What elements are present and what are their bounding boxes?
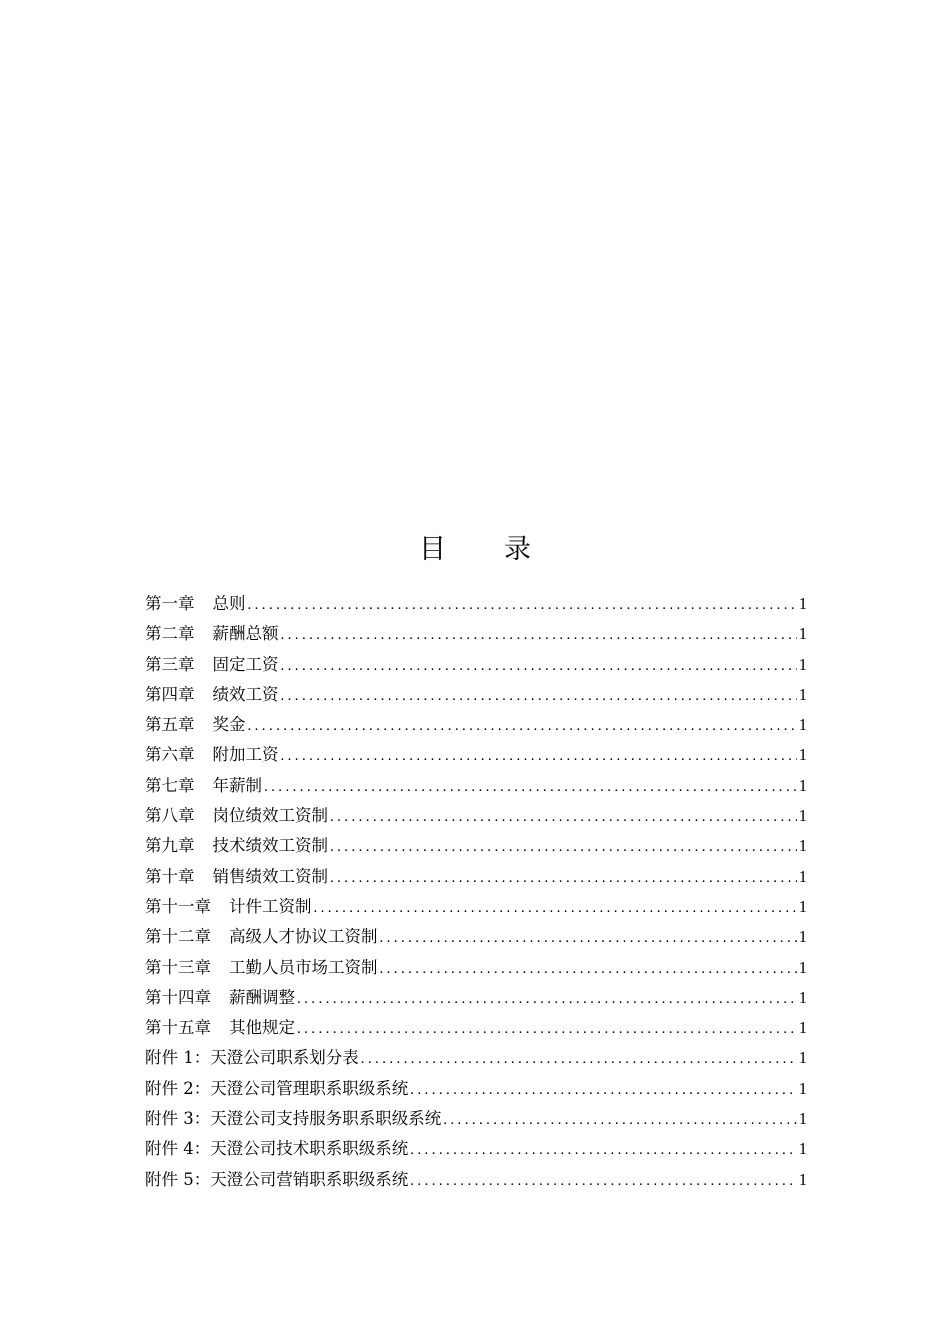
toc-chapter: 第八章 [145, 806, 195, 826]
toc-item-8[interactable] [145, 801, 807, 831]
toc-chapter: 第三章 [145, 654, 195, 674]
toc-page-number: 1 [798, 1018, 807, 1038]
toc-leader-dots [264, 772, 797, 802]
toc-leader-dots [330, 863, 797, 893]
toc-chapter: 附件 4： [145, 1139, 211, 1159]
toc-item-10[interactable] [145, 862, 807, 892]
toc-item-4[interactable] [145, 680, 807, 710]
toc-leader-dots [281, 651, 797, 681]
toc-item-7[interactable] [145, 771, 807, 801]
toc-leader-dots [297, 984, 797, 1014]
toc-chapter: 第一章 [145, 594, 195, 613]
toc-chapter: 附件 2： [145, 1078, 211, 1098]
toc-page-number: 1 [798, 836, 807, 856]
toc-entry-title: 总则 [212, 594, 246, 613]
toc-page-number: 1 [798, 866, 807, 886]
toc-page-number: 1 [798, 715, 807, 735]
toc-item-2[interactable] [145, 619, 807, 649]
toc-item-12[interactable] [145, 922, 807, 952]
toc-leader-dots [361, 1044, 797, 1074]
toc-entry-title: 薪酬调整 [229, 987, 295, 1007]
toc-entry-title: 销售绩效工资制 [212, 866, 328, 886]
toc-chapter: 第二章 [145, 624, 195, 644]
toc-item-appendix-3[interactable] [145, 1104, 807, 1134]
toc-chapter: 第五章 [145, 715, 195, 735]
toc-page-number: 1 [798, 987, 807, 1007]
toc-leader-dots [410, 1075, 797, 1105]
toc-entry-title: 绩效工资 [212, 684, 279, 704]
toc-title-part2: 录 [504, 534, 531, 565]
toc-page-number: 1 [798, 957, 807, 977]
toc-chapter: 第十二章 [145, 927, 211, 947]
toc-page-number: 1 [798, 1078, 807, 1098]
toc-entry-title: 固定工资 [212, 654, 279, 674]
toc-chapter: 第九章 [145, 836, 195, 856]
toc-leader-dots [297, 1014, 797, 1044]
toc-entry-title: 奖金 [212, 715, 246, 735]
toc-item-appendix-4[interactable] [145, 1134, 807, 1164]
toc-chapter: 第六章 [145, 745, 195, 765]
toc-leader-dots [314, 893, 797, 923]
toc-leader-dots [410, 1135, 797, 1165]
toc-chapter: 附件 3： [145, 1109, 211, 1129]
toc-item-appendix-5[interactable] [145, 1165, 807, 1195]
toc-chapter: 第十一章 [145, 896, 211, 916]
toc-page-number: 1 [798, 594, 807, 613]
toc-chapter: 第十四章 [145, 987, 211, 1007]
toc-entry-title: 其他规定 [229, 1018, 295, 1038]
toc-item-14[interactable] [145, 983, 807, 1013]
toc-item-15[interactable] [145, 1013, 807, 1043]
toc-item-13[interactable] [145, 953, 807, 983]
toc-page-number: 1 [798, 624, 807, 644]
toc-item-5[interactable] [145, 710, 807, 740]
toc-leader-dots [281, 681, 797, 711]
toc-entry-title: 附加工资 [212, 745, 279, 765]
toc-title-part1: 目 [419, 534, 446, 565]
toc-page-number: 1 [798, 775, 807, 795]
toc-page-number: 1 [798, 896, 807, 916]
toc-chapter: 第十五章 [145, 1018, 211, 1038]
toc-page-number: 1 [798, 745, 807, 765]
toc-leader-dots [248, 711, 797, 741]
toc-page-number: 1 [798, 654, 807, 674]
toc-entry-title: 技术绩效工资制 [212, 836, 328, 856]
toc-entry-title: 年薪制 [212, 775, 262, 795]
toc-page-number: 1 [798, 1048, 807, 1068]
toc-leader-dots [281, 741, 797, 771]
toc-entry-title: 天澄公司技术职系职级系统 [210, 1139, 409, 1159]
toc-entry-title: 高级人才协议工资制 [229, 927, 378, 947]
toc-leader-dots [410, 1166, 797, 1196]
toc-page-number: 1 [798, 927, 807, 947]
toc-chapter: 附件 1： [145, 1048, 211, 1068]
toc-entry-title: 天澄公司管理职系职级系统 [210, 1078, 409, 1098]
toc-page-number: 1 [798, 1139, 807, 1159]
toc-chapter: 第七章 [145, 775, 195, 795]
toc-leader-dots [248, 590, 797, 620]
toc-leader-dots [330, 832, 797, 862]
toc-leader-dots [380, 923, 797, 953]
toc-item-9[interactable] [145, 831, 807, 861]
toc-entry-title: 天澄公司营销职系职级系统 [210, 1169, 409, 1189]
toc-item-11[interactable] [145, 892, 807, 922]
toc-title [0, 530, 950, 570]
toc-item-1[interactable] [145, 589, 807, 619]
toc-page-number: 1 [798, 684, 807, 704]
toc-list [145, 589, 807, 1195]
toc-item-appendix-1[interactable] [145, 1043, 807, 1073]
toc-leader-dots [330, 802, 797, 832]
toc-item-6[interactable] [145, 740, 807, 770]
toc-item-3[interactable] [145, 650, 807, 680]
toc-entry-title: 天澄公司支持服务职系职级系统 [210, 1109, 442, 1129]
toc-chapter: 第十三章 [145, 957, 211, 977]
toc-page-number: 1 [798, 806, 807, 826]
toc-item-appendix-2[interactable] [145, 1074, 807, 1104]
toc-leader-dots [281, 620, 797, 650]
toc-chapter: 第四章 [145, 684, 195, 704]
toc-entry-title: 岗位绩效工资制 [212, 806, 328, 826]
toc-entry-title: 薪酬总额 [212, 624, 279, 644]
toc-leader-dots [443, 1105, 797, 1135]
toc-page-number: 1 [798, 1109, 807, 1129]
toc-entry-title: 工勤人员市场工资制 [229, 957, 378, 977]
toc-entry-title: 天澄公司职系划分表 [210, 1048, 359, 1068]
toc-chapter: 第十章 [145, 866, 195, 886]
toc-chapter: 附件 5： [145, 1169, 211, 1189]
toc-page-number: 1 [798, 1169, 807, 1189]
toc-entry-title: 计件工资制 [229, 896, 312, 916]
toc-leader-dots [380, 954, 797, 984]
